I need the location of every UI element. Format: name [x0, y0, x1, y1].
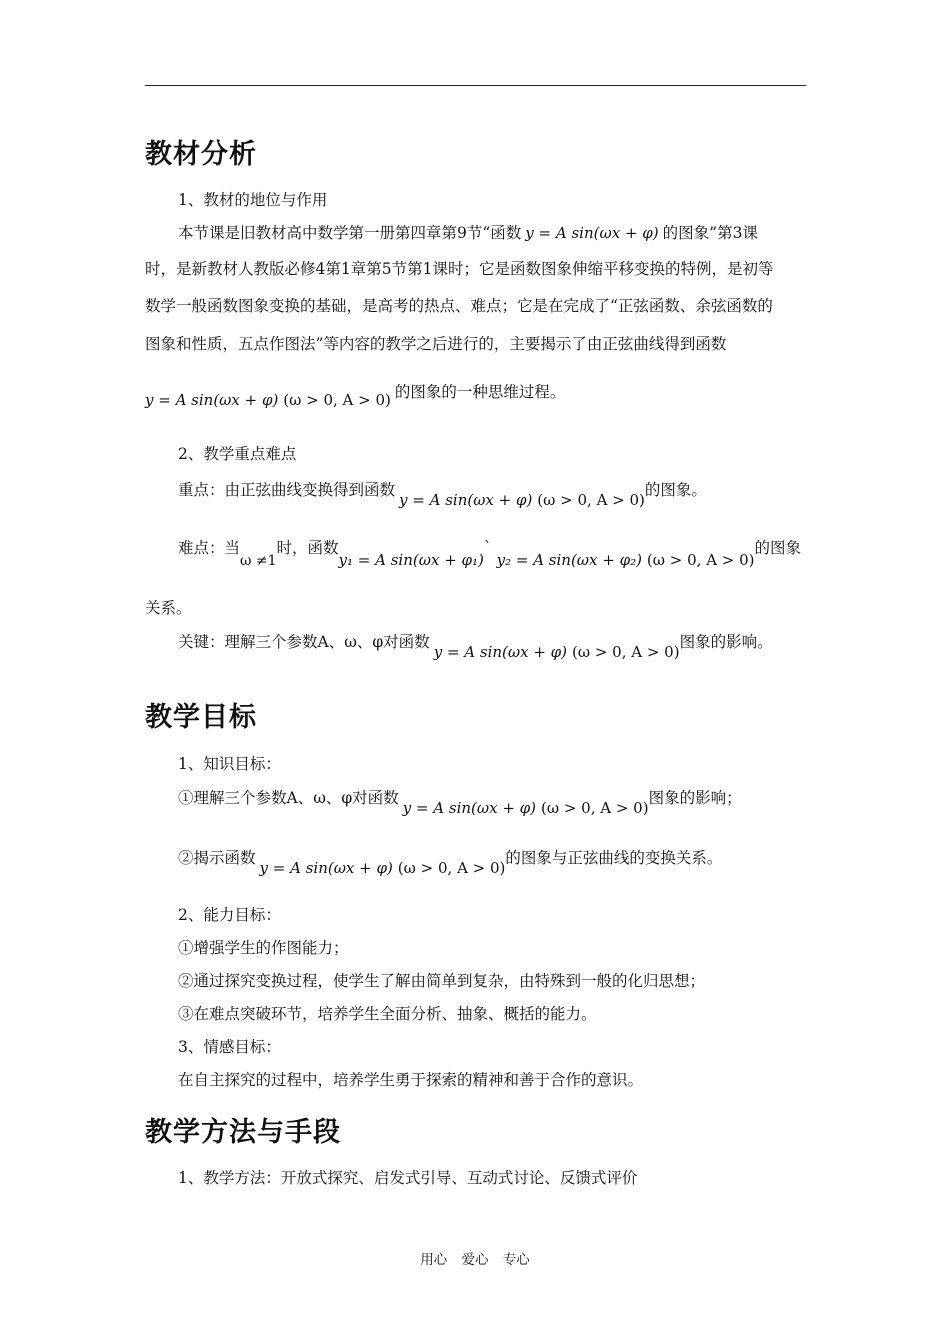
ability-goal-2: ②通过探究变换过程，使学生了解由简单到复杂，由特殊到一般的化归思想；	[178, 972, 706, 990]
text: ①理解三个参数A、ω、φ对函数	[178, 789, 399, 807]
key-point	[178, 480, 707, 509]
knowledge-goal-2	[178, 848, 723, 877]
ability-goal-1: ①增强学生的作图能力；	[178, 939, 349, 957]
ability-goal-3: ③在难点突破环节，培养学生全面分析、抽象、概括的能力。	[178, 1005, 597, 1023]
text: 时，函数	[276, 539, 339, 557]
text: 图象的影响。	[679, 633, 773, 651]
formula-condition: (ω > 0, A > 0)	[571, 643, 680, 661]
analysis-para-line-4: 图象和性质，五点作图法”等内容的教学之后进行的，主要揭示了由正弦曲线得到函数	[145, 335, 727, 353]
text: ②揭示函数	[178, 849, 256, 867]
goals-item-1: 1、知识目标：	[178, 755, 281, 773]
heading-goals: 教学目标	[145, 702, 257, 733]
formula-main: y = A sin(ωx + φ)	[433, 643, 568, 661]
omega-condition: ω ≠1	[240, 553, 277, 569]
analysis-item-2: 2、教学重点难点	[178, 445, 297, 463]
heading-analysis: 教材分析	[145, 139, 257, 170]
text: 重点：由正弦曲线变换得到函数	[178, 481, 396, 499]
formula-condition: (ω > 0, A > 0)	[283, 391, 391, 409]
formula-y1: y₁ = A sin(ωx + φ₁)	[338, 551, 484, 569]
text: 的图象	[754, 539, 802, 557]
knowledge-goal-1	[178, 788, 742, 817]
formula-condition: (ω > 0, A > 0)	[537, 491, 645, 509]
formula-y2: y₂ = A sin(ωx + φ₂)	[496, 551, 642, 569]
formula-main: y = A sin(ωx + φ)	[402, 799, 537, 817]
difficulty-point-cont: 关系。	[145, 599, 192, 617]
text: 本节课是旧教材高中数学第一册第四章第9节“函数	[178, 224, 522, 242]
text: 的图象与正弦曲线的变换关系。	[505, 849, 723, 867]
goals-item-2: 2、能力目标：	[178, 906, 281, 924]
text: 关键：理解三个参数A、ω、φ对函数	[178, 633, 430, 651]
emotion-goal-1: 在自主探究的过程中，培养学生勇于探索的精神和善于合作的意识。	[178, 1071, 644, 1089]
formula-main: y = A sin(ωx + φ)	[525, 224, 659, 242]
separator: `	[483, 539, 492, 557]
analysis-para-line-5	[145, 383, 566, 410]
methods-item-1: 1、教学方法：开放式探究、启发式引导、互动式讨论、反馈式评价	[178, 1169, 638, 1187]
formula-main: y = A sin(ωx + φ)	[399, 491, 533, 509]
text: 图象的影响；	[648, 789, 742, 807]
formula-condition: (ω > 0, A > 0)	[397, 859, 506, 877]
heading-methods: 教学方法与手段	[145, 1117, 341, 1148]
page-footer: 用心 爱心 专心	[420, 1252, 530, 1268]
analysis-item-1: 1、教材的地位与作用	[178, 191, 328, 209]
formula-condition: (ω > 0, A > 0)	[646, 551, 755, 569]
text: 的图象”第3课	[662, 224, 758, 242]
formula-condition: (ω > 0, A > 0)	[540, 799, 649, 817]
text: 的图象的一种思维过程。	[394, 383, 566, 401]
analysis-para-line-3: 数学一般函数图象变换的基础，是高考的热点、难点；它是在完成了“正弦函数、余弦函数的	[145, 297, 773, 315]
goals-item-3: 3、情感目标：	[178, 1038, 281, 1056]
formula-main: y = A sin(ωx + φ)	[259, 859, 393, 877]
analysis-para-line-2: 时，是新教材人教版必修4第1章第5节第1课时；它是函数图象伸缩平移变换的特例，是初等	[145, 260, 774, 278]
text: 难点：当	[178, 539, 241, 557]
crux-point	[178, 632, 773, 661]
difficulty-point	[178, 538, 802, 569]
formula-main: y = A sin(ωx + φ)	[145, 391, 279, 409]
text: 的图象。	[644, 481, 707, 499]
analysis-para-line-1	[178, 223, 758, 243]
header-rule	[145, 85, 806, 86]
